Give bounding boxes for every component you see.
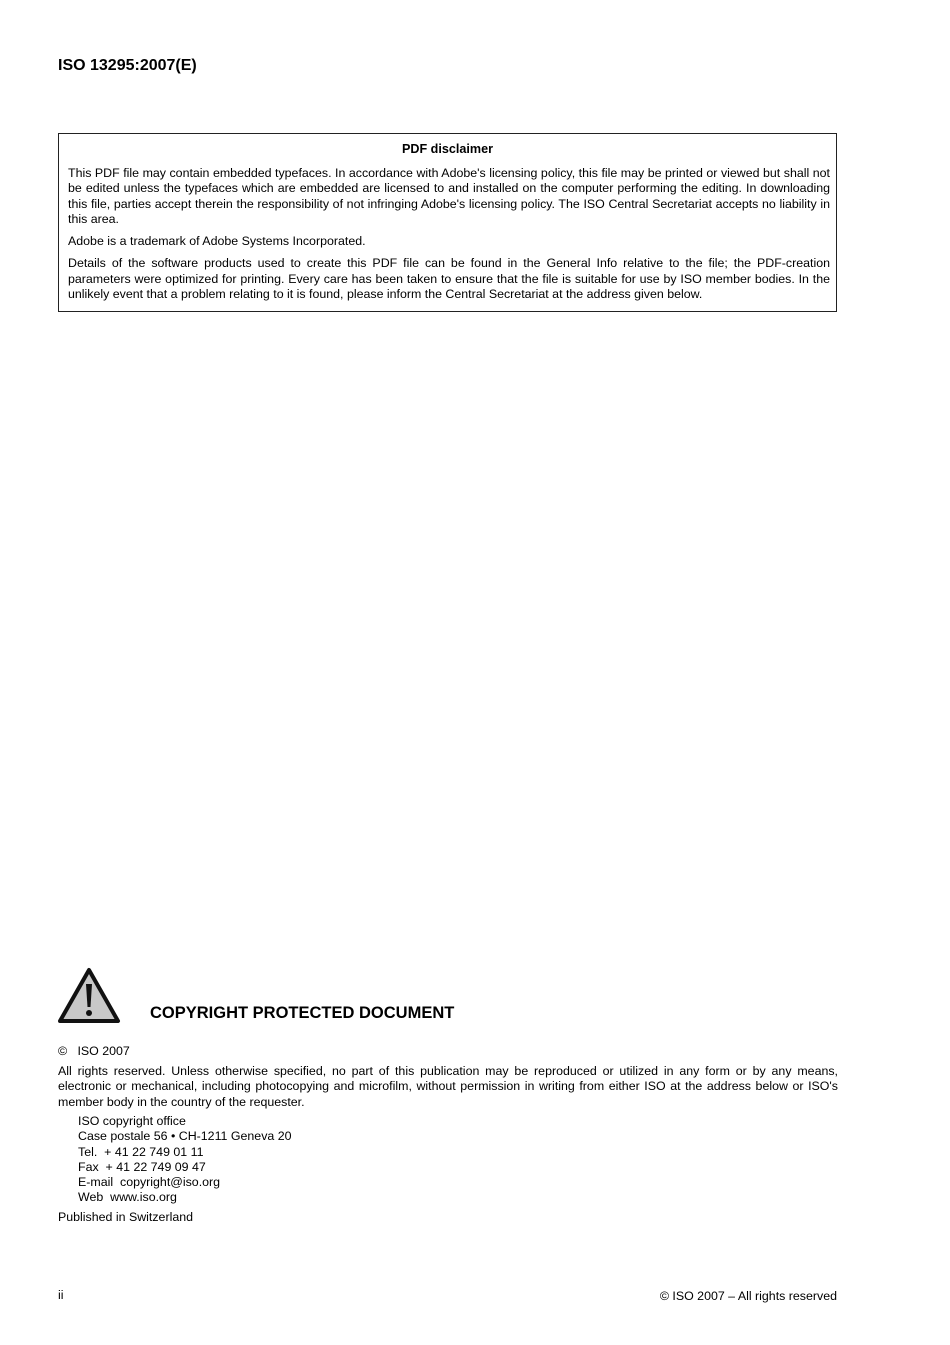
page-number: ii [58, 1288, 64, 1302]
disclaimer-paragraph: This PDF file may contain embedded typefaces. In accordance with Adobe's licensing policy, this file may be printed or viewed but shall not be edited unless the typefaces which are embedded are licensed to and installed on the computer performing the editing. In downloading this file, parties accept therein the responsibility of not infringing Adobe's licensing policy. The ISO Central Secretariat accepts no liability in this area. [68, 166, 830, 226]
address-tel: Tel. + 41 22 749 01 11 [78, 1144, 204, 1159]
footer-copyright: © ISO 2007 – All rights reserved [659, 1289, 837, 1303]
disclaimer-paragraph: Details of the software products used to create this PDF file can be found in the General Info relative to the file; the PDF-creation parameters were optimized for printing. Every care has been taken to ensure that the file is suitable for use by ISO member bodies. In the unlikely event that a problem relating to it is found, please inform the Central Secretariat at the address given below. [68, 256, 830, 302]
address-block [78, 1114, 292, 1206]
disclaimer-paragraph: Adobe is a trademark of Adobe Systems Incorporated. [68, 234, 366, 249]
copyright-year: © ISO 2007 [58, 1044, 130, 1058]
address-web: Web www.iso.org [78, 1190, 177, 1205]
published-in: Published in Switzerland [58, 1210, 193, 1224]
copyright-title: COPYRIGHT PROTECTED DOCUMENT [150, 1004, 455, 1022]
address-fax: Fax + 41 22 749 09 47 [78, 1159, 206, 1174]
address-line: ISO copyright office [78, 1114, 186, 1128]
warning-triangle-icon [57, 967, 121, 1025]
document-id: ISO 13295:2007(E) [58, 57, 197, 74]
disclaimer-title: PDF disclaimer [402, 142, 493, 156]
pdf-disclaimer-box [58, 133, 837, 312]
disclaimer-body [68, 166, 830, 309]
address-email: E-mail copyright@iso.org [78, 1175, 221, 1190]
address-line: Case postale 56 • CH-1211 Geneva 20 [78, 1129, 292, 1144]
rights-statement: All rights reserved. Unless otherwise specified, no part of this publication may be reproduced or utilized in any form or by any means, electronic or mechanical, including photocopying and microfilm, without permission in writing from either ISO at the address below or ISO's member body in the country of the requester. [58, 1064, 838, 1109]
